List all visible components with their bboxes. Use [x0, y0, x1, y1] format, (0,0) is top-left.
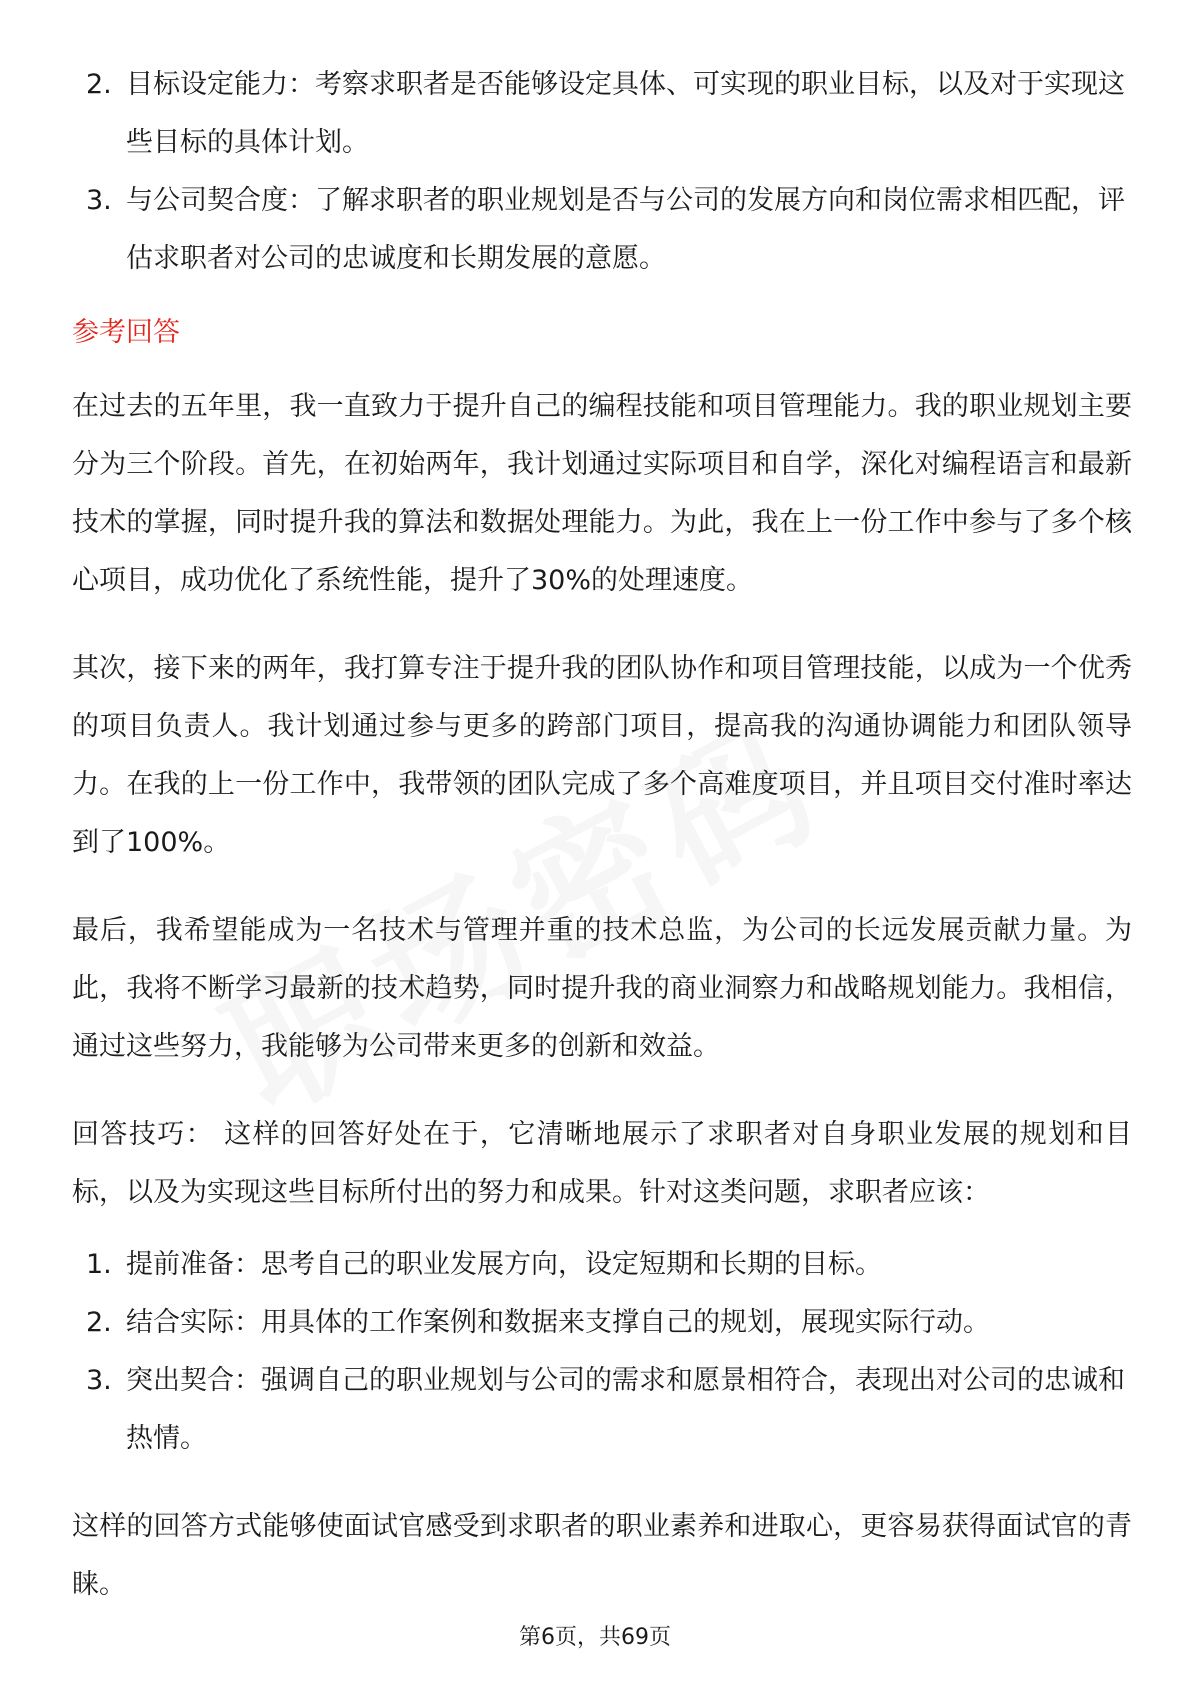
list-item-text: 结合实际：用具体的工作案例和数据来支撑自己的规划，展现实际行动。 [126, 1307, 990, 1338]
list-item [72, 1352, 1132, 1468]
document-page [72, 56, 1132, 1644]
list-item-text: 目标设定能力：考察求职者是否能够设定具体、可实现的职业目标，以及对于实现这些目标的具体计划。 [126, 69, 1125, 158]
list-number: 3. [86, 185, 112, 216]
list-item-text: 与公司契合度：了解求职者的职业规划是否与公司的发展方向和岗位需求相匹配，评估求职者对公司的忠诚度和长期发展的意愿。 [126, 185, 1125, 274]
list-number: 2. [86, 69, 112, 100]
answer-paragraph-1: 在过去的五年里，我一直致力于提升自己的编程技能和项目管理能力。我的职业规划主要分为三个阶段。首先，在初始两年，我计划通过实际项目和自学，深化对编程语言和最新技术的掌握，同时提升我的算法和数据处理能力。为此，我在上一份工作中参与了多个核心项目，成功优化了系统性能，提升了30%的处理速度。 [72, 391, 1132, 596]
list-item-text: 突出契合：强调自己的职业规划与公司的需求和愿景相符合，表现出对公司的忠诚和热情。 [126, 1365, 1125, 1454]
list-item [72, 172, 1132, 288]
list-number: 2. [86, 1307, 112, 1338]
tips-list [72, 1236, 1132, 1468]
intro-list [72, 56, 1132, 288]
list-item-text: 提前准备：思考自己的职业发展方向，设定短期和长期的目标。 [126, 1249, 882, 1280]
closing-paragraph: 这样的回答方式能够使面试官感受到求职者的职业素养和进取心，更容易获得面试官的青睐。 [72, 1511, 1132, 1600]
page-footer: 第6页，共69页 [519, 1625, 671, 1650]
tips-intro-paragraph: 回答技巧： 这样的回答好处在于，它清晰地展示了求职者对自身职业发展的规划和目标，以及为实现这些目标所付出的努力和成果。针对这类问题，求职者应该： [72, 1119, 1132, 1208]
list-item [72, 1236, 1132, 1294]
list-item [72, 56, 1132, 172]
answer-paragraph-2: 其次，接下来的两年，我打算专注于提升我的团队协作和项目管理技能，以成为一个优秀的项目负责人。我计划通过参与更多的跨部门项目，提高我的沟通协调能力和团队领导力。在我的上一份工作中，我带领的团队完成了多个高难度项目，并且项目交付准时率达到了100%。 [72, 653, 1132, 858]
list-number: 1. [86, 1249, 112, 1280]
section-heading: 参考回答 [72, 317, 180, 348]
list-item [72, 1294, 1132, 1352]
list-number: 3. [86, 1365, 112, 1396]
answer-paragraph-3: 最后，我希望能成为一名技术与管理并重的技术总监，为公司的长远发展贡献力量。为此，我将不断学习最新的技术趋势，同时提升我的商业洞察力和战略规划能力。我相信，通过这些努力，我能够为公司带来更多的创新和效益。 [72, 915, 1132, 1062]
